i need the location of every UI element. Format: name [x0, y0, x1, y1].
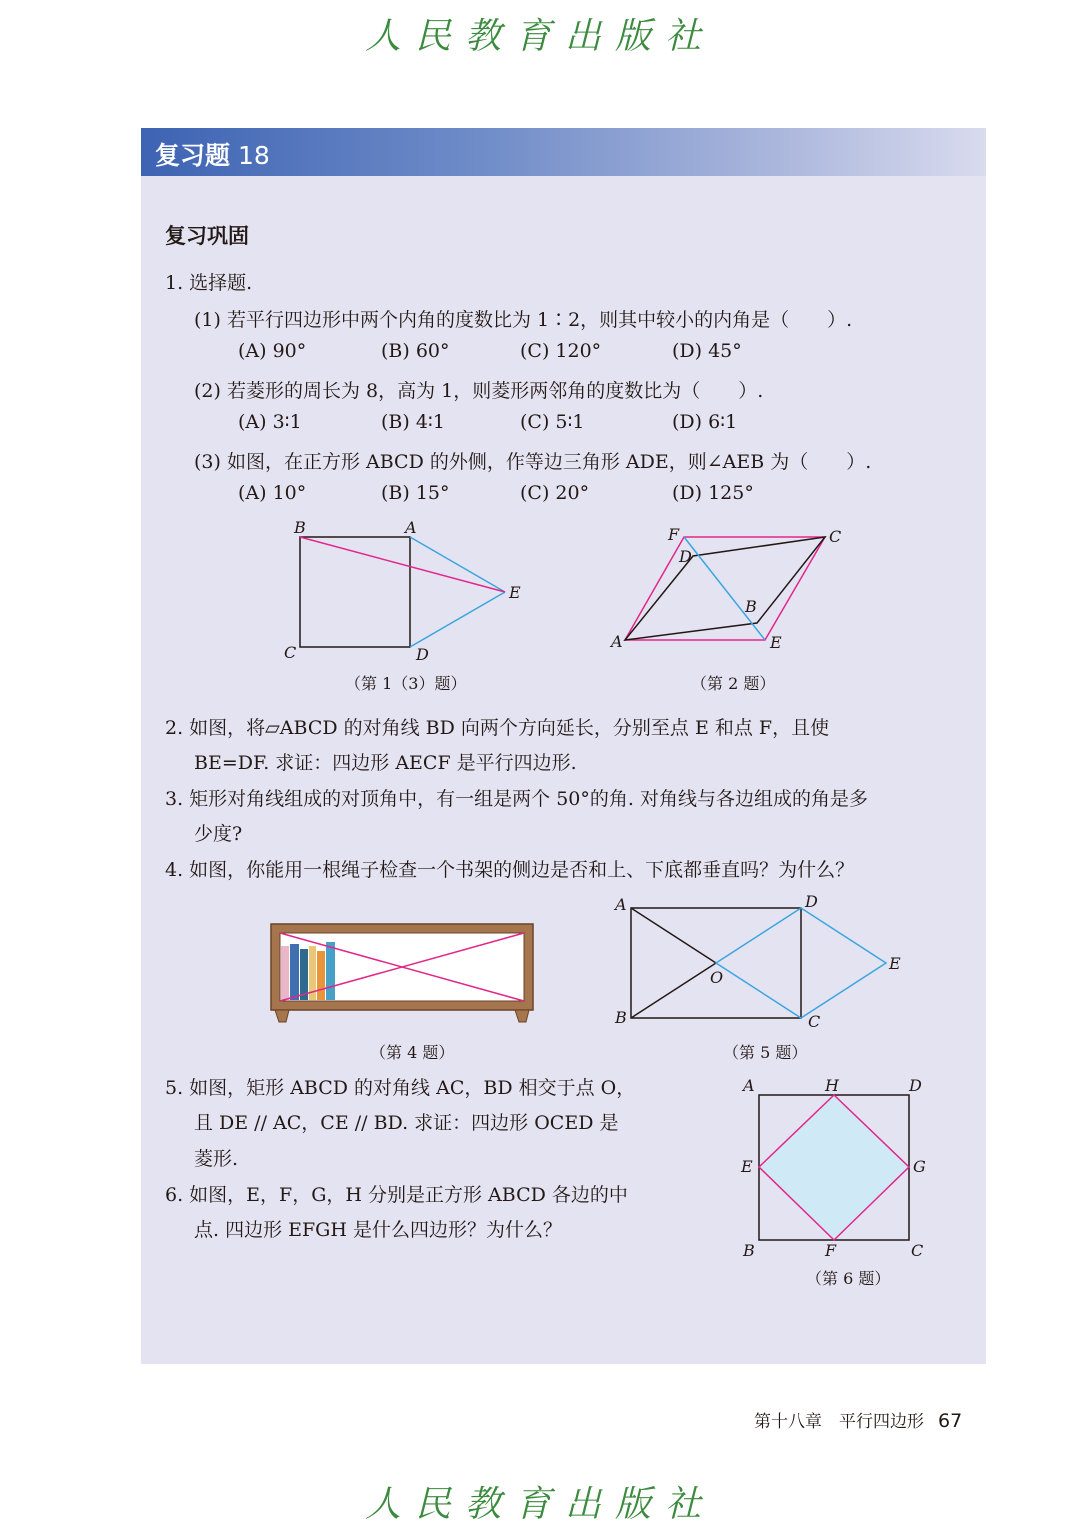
fig5-label-d: D — [805, 892, 818, 911]
publisher-watermark-bottom: 人民教育出版社 — [364, 1484, 715, 1525]
footer-chapter: 第十八章 平行四边形 — [754, 1412, 924, 1432]
fig6-label-e: E — [741, 1157, 753, 1176]
q5-line2: 且 DE // AC，CE // BD. 求证：四边形 OCED 是 — [194, 1112, 619, 1134]
banner-title-text: 复习题 — [155, 141, 231, 170]
q1-3-option-d: (D) 125° — [672, 482, 754, 504]
fig5-caption: （第 5 题） — [723, 1043, 808, 1062]
figure-q2 — [600, 520, 860, 660]
figure-q5 — [605, 890, 910, 1035]
q3-line2: 少度? — [194, 823, 243, 845]
q1-2-stem: (2) 若菱形的周长为 8，高为 1，则菱形两邻角的度数比为（ ）. — [194, 380, 764, 402]
fig2-label-e: E — [770, 633, 782, 652]
book-3 — [300, 949, 308, 1000]
q1-3-option-a: (A) 10° — [238, 482, 307, 504]
fig2-label-c: C — [829, 527, 842, 546]
q1-1-option-a: (A) 90° — [238, 340, 307, 362]
fig5-label-o: O — [710, 968, 724, 987]
shelf-leg-left — [275, 1010, 289, 1022]
square-abcd — [300, 537, 410, 647]
fig5-label-e: E — [889, 954, 901, 973]
q1-title: 1. 选择题. — [165, 272, 253, 294]
fig6-label-g: G — [913, 1157, 926, 1176]
q1-3-option-b: (B) 15° — [381, 482, 450, 504]
fig5-label-a: A — [615, 895, 627, 914]
fig4-caption: （第 4 题） — [370, 1043, 455, 1062]
fig1-label-b: B — [294, 518, 306, 537]
segment-ae — [410, 537, 505, 592]
book-2 — [290, 944, 299, 1000]
fig6-label-f: F — [825, 1241, 837, 1260]
segment-bo — [631, 963, 716, 1018]
fig6-label-b: B — [743, 1241, 755, 1260]
figure-q6 — [735, 1075, 935, 1265]
diagonal-fe — [684, 537, 765, 640]
fig6-label-c: C — [911, 1241, 924, 1260]
page-footer — [754, 1407, 962, 1432]
q4-line1: 4. 如图，你能用一根绳子检查一个书架的侧边是否和上、下底都垂直吗？为什么？ — [165, 859, 855, 881]
fig2-label-a: A — [611, 632, 623, 651]
section-banner — [141, 128, 986, 176]
banner-title — [155, 136, 270, 172]
q1-2-option-a: (A) 3∶1 — [238, 411, 302, 433]
fig1-caption: （第 1（3）题） — [345, 674, 467, 693]
book-1 — [281, 946, 289, 1000]
q1-1-option-d: (D) 45° — [672, 340, 742, 362]
banner-number: 18 — [238, 141, 270, 170]
book-6 — [326, 942, 335, 1000]
fig1-label-a: A — [405, 518, 417, 537]
fig1-label-e: E — [509, 583, 521, 602]
q2-line2: BE=DF. 求证：四边形 AECF 是平行四边形. — [194, 752, 577, 774]
q1-2-option-d: (D) 6∶1 — [672, 411, 738, 433]
q1-1-option-b: (B) 60° — [381, 340, 450, 362]
fig6-label-d: D — [909, 1076, 922, 1095]
fig5-label-c: C — [808, 1012, 821, 1031]
q1-1-stem: (1) 若平行四边形中两个内角的度数比为 1∶2，则其中较小的内角是（ ）. — [194, 309, 853, 331]
page-number: 67 — [938, 1410, 963, 1432]
q1-3-option-c: (C) 20° — [520, 482, 590, 504]
publisher-watermark-top: 人民教育出版社 — [364, 16, 715, 57]
book-5 — [317, 951, 325, 1000]
fig5-label-b: B — [615, 1008, 627, 1027]
q2-line1: 2. 如图，将▱ABCD 的对角线 BD 向两个方向延长，分别至点 E 和点 F，且使 — [165, 717, 830, 739]
q3-line1: 3. 矩形对角线组成的对顶角中，有一组是两个 50°的角. 对角线与各边组成的角是多 — [165, 788, 868, 810]
q1-2-option-b: (B) 4∶1 — [381, 411, 445, 433]
q1-3-stem: (3) 如图，在正方形 ABCD 的外侧，作等边三角形 ADE，则∠AEB 为（ ）. — [194, 451, 872, 473]
segment-de — [410, 592, 505, 647]
quadrilateral-efgh — [759, 1095, 909, 1240]
fig2-label-d: D — [679, 547, 692, 566]
q1-2-option-c: (C) 5∶1 — [520, 411, 585, 433]
q5-line3: 菱形. — [194, 1148, 239, 1170]
fig1-label-c: C — [284, 643, 297, 662]
fig2-label-b: B — [745, 597, 757, 616]
fig2-label-f: F — [668, 525, 680, 544]
segment-be — [300, 537, 505, 592]
q6-line2: 点. 四边形 EFGH 是什么四边形？为什么？ — [194, 1219, 562, 1241]
fig2-caption: （第 2 题） — [691, 674, 776, 693]
fig6-label-a: A — [743, 1076, 755, 1095]
q5-line1: 5. 如图，矩形 ABCD 的对角线 AC，BD 相交于点 O， — [165, 1077, 636, 1099]
figure-q1-3 — [270, 512, 540, 672]
fig6-caption: （第 6 题） — [806, 1269, 891, 1288]
q1-1-option-c: (C) 120° — [520, 340, 602, 362]
figure-q4-bookshelf — [265, 918, 540, 1038]
segment-ao — [631, 908, 716, 963]
fig1-label-d: D — [416, 645, 429, 664]
section-heading: 复习巩固 — [165, 224, 249, 248]
fig6-label-h: H — [825, 1076, 839, 1095]
shelf-leg-right — [515, 1010, 529, 1022]
q6-line1: 6. 如图，E，F，G，H 分别是正方形 ABCD 各边的中 — [165, 1184, 628, 1206]
